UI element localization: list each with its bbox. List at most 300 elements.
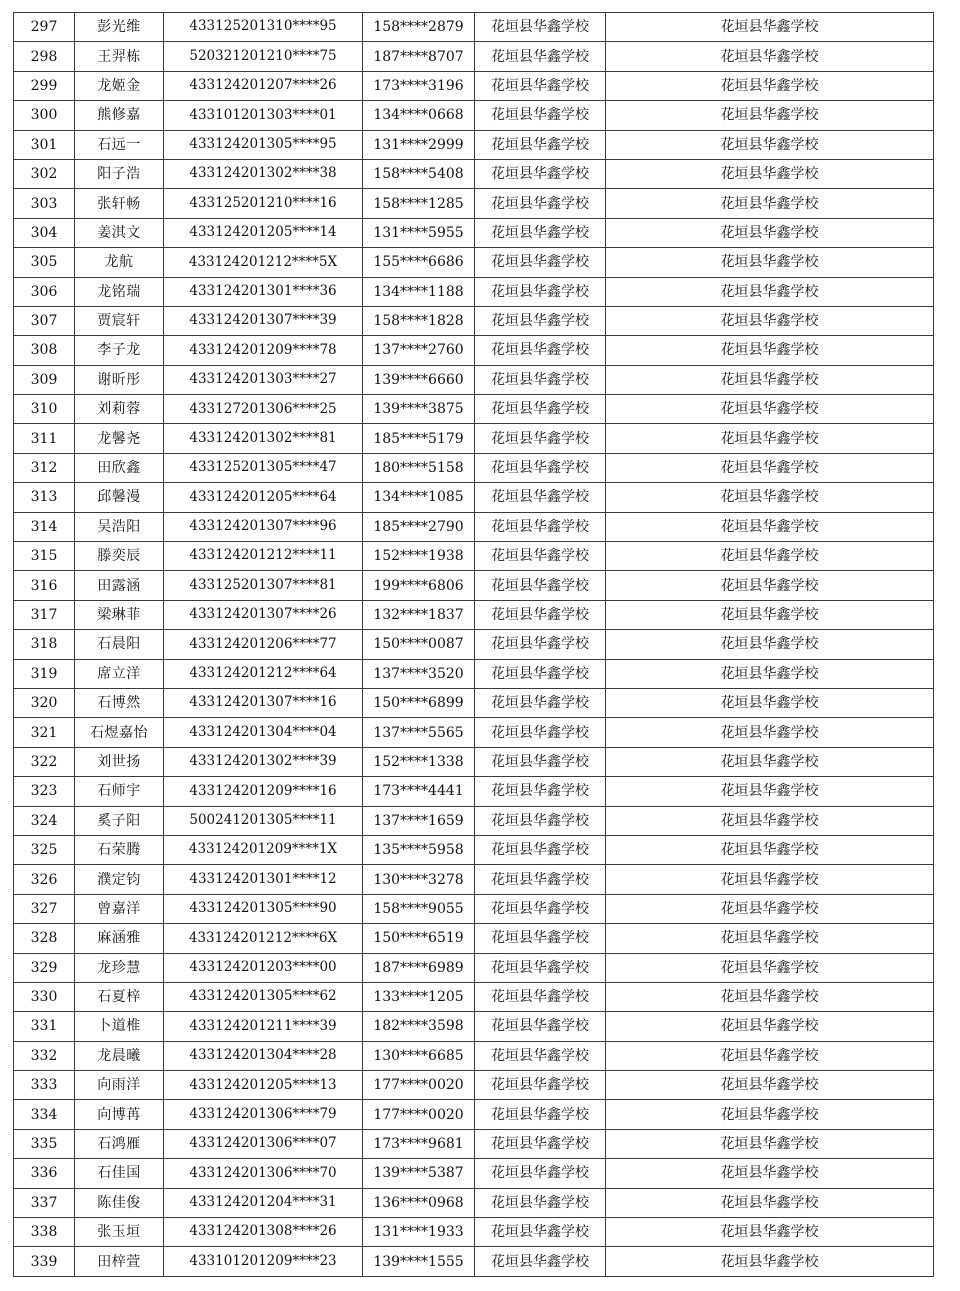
student-name-cell: 田欣鑫 bbox=[75, 453, 164, 482]
id-number-cell: 433124201204****31 bbox=[164, 1188, 363, 1217]
student-name-cell: 石师宇 bbox=[75, 777, 164, 806]
table-row bbox=[14, 365, 934, 394]
school-cell: 花垣县华鑫学校 bbox=[475, 336, 606, 365]
school-cell: 花垣县华鑫学校 bbox=[475, 747, 606, 776]
school-cell: 花垣县华鑫学校 bbox=[475, 130, 606, 159]
student-name-cell: 谢昕彤 bbox=[75, 365, 164, 394]
row-number-cell: 318 bbox=[14, 630, 75, 659]
school-cell: 花垣县华鑫学校 bbox=[475, 248, 606, 277]
assigned-school-cell: 花垣县华鑫学校 bbox=[606, 982, 934, 1011]
phone-number-cell: 152****1338 bbox=[363, 747, 475, 776]
student-name-cell: 石佳国 bbox=[75, 1159, 164, 1188]
student-name-cell: 吴浩阳 bbox=[75, 512, 164, 541]
phone-number-cell: 173****4441 bbox=[363, 777, 475, 806]
phone-number-cell: 158****1828 bbox=[363, 306, 475, 335]
school-cell: 花垣县华鑫学校 bbox=[475, 1159, 606, 1188]
school-cell: 花垣县华鑫学校 bbox=[475, 718, 606, 747]
table-row bbox=[14, 688, 934, 717]
phone-number-cell: 139****3875 bbox=[363, 395, 475, 424]
phone-number-cell: 137****3520 bbox=[363, 659, 475, 688]
table-row bbox=[14, 1100, 934, 1129]
id-number-cell: 433124201206****77 bbox=[164, 630, 363, 659]
table-row bbox=[14, 718, 934, 747]
roster-body bbox=[14, 13, 934, 1277]
table-row bbox=[14, 512, 934, 541]
student-name-cell: 田露涵 bbox=[75, 571, 164, 600]
school-cell: 花垣县华鑫学校 bbox=[475, 659, 606, 688]
id-number-cell: 433124201307****39 bbox=[164, 306, 363, 335]
student-name-cell: 奚子阳 bbox=[75, 806, 164, 835]
row-number-cell: 303 bbox=[14, 189, 75, 218]
phone-number-cell: 150****6899 bbox=[363, 688, 475, 717]
id-number-cell: 433124201205****13 bbox=[164, 1071, 363, 1100]
phone-number-cell: 177****0020 bbox=[363, 1100, 475, 1129]
table-row bbox=[14, 571, 934, 600]
table-row bbox=[14, 277, 934, 306]
student-name-cell: 龙馨尧 bbox=[75, 424, 164, 453]
row-number-cell: 338 bbox=[14, 1218, 75, 1247]
assigned-school-cell: 花垣县华鑫学校 bbox=[606, 512, 934, 541]
school-cell: 花垣县华鑫学校 bbox=[475, 218, 606, 247]
school-cell: 花垣县华鑫学校 bbox=[475, 1188, 606, 1217]
assigned-school-cell: 花垣县华鑫学校 bbox=[606, 248, 934, 277]
phone-number-cell: 158****5408 bbox=[363, 159, 475, 188]
table-row bbox=[14, 1012, 934, 1041]
school-cell: 花垣县华鑫学校 bbox=[475, 159, 606, 188]
assigned-school-cell: 花垣县华鑫学校 bbox=[606, 777, 934, 806]
row-number-cell: 305 bbox=[14, 248, 75, 277]
assigned-school-cell: 花垣县华鑫学校 bbox=[606, 718, 934, 747]
student-name-cell: 石夏梓 bbox=[75, 982, 164, 1011]
assigned-school-cell: 花垣县华鑫学校 bbox=[606, 894, 934, 923]
assigned-school-cell: 花垣县华鑫学校 bbox=[606, 13, 934, 42]
school-cell: 花垣县华鑫学校 bbox=[475, 1071, 606, 1100]
school-cell: 花垣县华鑫学校 bbox=[475, 306, 606, 335]
student-name-cell: 陈佳俊 bbox=[75, 1188, 164, 1217]
phone-number-cell: 139****6660 bbox=[363, 365, 475, 394]
phone-number-cell: 131****1933 bbox=[363, 1218, 475, 1247]
phone-number-cell: 135****5958 bbox=[363, 835, 475, 864]
assigned-school-cell: 花垣县华鑫学校 bbox=[606, 630, 934, 659]
student-name-cell: 龙航 bbox=[75, 248, 164, 277]
table-row bbox=[14, 1247, 934, 1276]
phone-number-cell: 134****1085 bbox=[363, 483, 475, 512]
student-name-cell: 席立洋 bbox=[75, 659, 164, 688]
school-cell: 花垣县华鑫学校 bbox=[475, 453, 606, 482]
student-name-cell: 刘莉蓉 bbox=[75, 395, 164, 424]
id-number-cell: 433124201212****6X bbox=[164, 924, 363, 953]
row-number-cell: 329 bbox=[14, 953, 75, 982]
phone-number-cell: 130****6685 bbox=[363, 1041, 475, 1070]
school-cell: 花垣县华鑫学校 bbox=[475, 277, 606, 306]
table-row bbox=[14, 1071, 934, 1100]
assigned-school-cell: 花垣县华鑫学校 bbox=[606, 1247, 934, 1276]
row-number-cell: 310 bbox=[14, 395, 75, 424]
assigned-school-cell: 花垣县华鑫学校 bbox=[606, 835, 934, 864]
assigned-school-cell: 花垣县华鑫学校 bbox=[606, 953, 934, 982]
row-number-cell: 336 bbox=[14, 1159, 75, 1188]
school-cell: 花垣县华鑫学校 bbox=[475, 71, 606, 100]
id-number-cell: 433127201306****25 bbox=[164, 395, 363, 424]
school-cell: 花垣县华鑫学校 bbox=[475, 806, 606, 835]
table-row bbox=[14, 395, 934, 424]
row-number-cell: 339 bbox=[14, 1247, 75, 1276]
student-name-cell: 梁琳菲 bbox=[75, 600, 164, 629]
assigned-school-cell: 花垣县华鑫学校 bbox=[606, 571, 934, 600]
id-number-cell: 433124201301****12 bbox=[164, 865, 363, 894]
student-name-cell: 王羿栋 bbox=[75, 42, 164, 71]
id-number-cell: 433124201308****26 bbox=[164, 1218, 363, 1247]
student-name-cell: 刘世扬 bbox=[75, 747, 164, 776]
phone-number-cell: 134****0668 bbox=[363, 101, 475, 130]
student-name-cell: 曾嘉洋 bbox=[75, 894, 164, 923]
school-cell: 花垣县华鑫学校 bbox=[475, 924, 606, 953]
school-cell: 花垣县华鑫学校 bbox=[475, 571, 606, 600]
school-cell: 花垣县华鑫学校 bbox=[475, 424, 606, 453]
id-number-cell: 433125201305****47 bbox=[164, 453, 363, 482]
row-number-cell: 327 bbox=[14, 894, 75, 923]
table-row bbox=[14, 1129, 934, 1158]
row-number-cell: 330 bbox=[14, 982, 75, 1011]
student-name-cell: 石博然 bbox=[75, 688, 164, 717]
row-number-cell: 320 bbox=[14, 688, 75, 717]
table-row bbox=[14, 747, 934, 776]
school-cell: 花垣县华鑫学校 bbox=[475, 1129, 606, 1158]
phone-number-cell: 185****5179 bbox=[363, 424, 475, 453]
student-name-cell: 滕奕辰 bbox=[75, 542, 164, 571]
row-number-cell: 313 bbox=[14, 483, 75, 512]
row-number-cell: 298 bbox=[14, 42, 75, 71]
school-cell: 花垣县华鑫学校 bbox=[475, 630, 606, 659]
student-name-cell: 石鸿雁 bbox=[75, 1129, 164, 1158]
student-name-cell: 向雨洋 bbox=[75, 1071, 164, 1100]
assigned-school-cell: 花垣县华鑫学校 bbox=[606, 1129, 934, 1158]
row-number-cell: 333 bbox=[14, 1071, 75, 1100]
phone-number-cell: 177****0020 bbox=[363, 1071, 475, 1100]
assigned-school-cell: 花垣县华鑫学校 bbox=[606, 424, 934, 453]
id-number-cell: 433124201306****79 bbox=[164, 1100, 363, 1129]
assigned-school-cell: 花垣县华鑫学校 bbox=[606, 453, 934, 482]
student-name-cell: 向博苒 bbox=[75, 1100, 164, 1129]
school-cell: 花垣县华鑫学校 bbox=[475, 894, 606, 923]
assigned-school-cell: 花垣县华鑫学校 bbox=[606, 1041, 934, 1070]
assigned-school-cell: 花垣县华鑫学校 bbox=[606, 71, 934, 100]
phone-number-cell: 130****3278 bbox=[363, 865, 475, 894]
student-name-cell: 龙晨曦 bbox=[75, 1041, 164, 1070]
assigned-school-cell: 花垣县华鑫学校 bbox=[606, 306, 934, 335]
student-name-cell: 阳子浩 bbox=[75, 159, 164, 188]
row-number-cell: 337 bbox=[14, 1188, 75, 1217]
id-number-cell: 433124201203****00 bbox=[164, 953, 363, 982]
id-number-cell: 433124201302****39 bbox=[164, 747, 363, 776]
row-number-cell: 322 bbox=[14, 747, 75, 776]
student-roster-table bbox=[13, 12, 934, 1277]
assigned-school-cell: 花垣县华鑫学校 bbox=[606, 600, 934, 629]
id-number-cell: 433124201212****11 bbox=[164, 542, 363, 571]
school-cell: 花垣县华鑫学校 bbox=[475, 483, 606, 512]
phone-number-cell: 199****6806 bbox=[363, 571, 475, 600]
phone-number-cell: 187****8707 bbox=[363, 42, 475, 71]
table-row bbox=[14, 218, 934, 247]
school-cell: 花垣县华鑫学校 bbox=[475, 982, 606, 1011]
phone-number-cell: 182****3598 bbox=[363, 1012, 475, 1041]
phone-number-cell: 132****1837 bbox=[363, 600, 475, 629]
id-number-cell: 433124201307****96 bbox=[164, 512, 363, 541]
row-number-cell: 301 bbox=[14, 130, 75, 159]
id-number-cell: 433124201209****16 bbox=[164, 777, 363, 806]
student-name-cell: 石远一 bbox=[75, 130, 164, 159]
school-cell: 花垣县华鑫学校 bbox=[475, 1041, 606, 1070]
table-row bbox=[14, 806, 934, 835]
id-number-cell: 433124201207****26 bbox=[164, 71, 363, 100]
id-number-cell: 433124201212****5X bbox=[164, 248, 363, 277]
id-number-cell: 433124201306****07 bbox=[164, 1129, 363, 1158]
id-number-cell: 433124201303****27 bbox=[164, 365, 363, 394]
school-cell: 花垣县华鑫学校 bbox=[475, 1012, 606, 1041]
assigned-school-cell: 花垣县华鑫学校 bbox=[606, 42, 934, 71]
id-number-cell: 433124201212****64 bbox=[164, 659, 363, 688]
id-number-cell: 500241201305****11 bbox=[164, 806, 363, 835]
table-row bbox=[14, 542, 934, 571]
school-cell: 花垣县华鑫学校 bbox=[475, 600, 606, 629]
student-name-cell: 熊修嘉 bbox=[75, 101, 164, 130]
student-name-cell: 张玉垣 bbox=[75, 1218, 164, 1247]
row-number-cell: 311 bbox=[14, 424, 75, 453]
id-number-cell: 433125201310****95 bbox=[164, 13, 363, 42]
phone-number-cell: 173****9681 bbox=[363, 1129, 475, 1158]
id-number-cell: 433124201305****95 bbox=[164, 130, 363, 159]
table-row bbox=[14, 336, 934, 365]
table-row bbox=[14, 1218, 934, 1247]
assigned-school-cell: 花垣县华鑫学校 bbox=[606, 659, 934, 688]
phone-number-cell: 150****6519 bbox=[363, 924, 475, 953]
phone-number-cell: 131****2999 bbox=[363, 130, 475, 159]
row-number-cell: 306 bbox=[14, 277, 75, 306]
school-cell: 花垣县华鑫学校 bbox=[475, 865, 606, 894]
row-number-cell: 334 bbox=[14, 1100, 75, 1129]
id-number-cell: 433124201211****39 bbox=[164, 1012, 363, 1041]
row-number-cell: 323 bbox=[14, 777, 75, 806]
phone-number-cell: 173****3196 bbox=[363, 71, 475, 100]
student-name-cell: 濮定钧 bbox=[75, 865, 164, 894]
school-cell: 花垣县华鑫学校 bbox=[475, 542, 606, 571]
student-name-cell: 贾宸轩 bbox=[75, 306, 164, 335]
student-name-cell: 田梓萱 bbox=[75, 1247, 164, 1276]
school-cell: 花垣县华鑫学校 bbox=[475, 13, 606, 42]
phone-number-cell: 134****1188 bbox=[363, 277, 475, 306]
table-row bbox=[14, 13, 934, 42]
row-number-cell: 312 bbox=[14, 453, 75, 482]
row-number-cell: 304 bbox=[14, 218, 75, 247]
student-name-cell: 龙姬金 bbox=[75, 71, 164, 100]
row-number-cell: 314 bbox=[14, 512, 75, 541]
id-number-cell: 433101201303****01 bbox=[164, 101, 363, 130]
phone-number-cell: 158****1285 bbox=[363, 189, 475, 218]
table-row bbox=[14, 924, 934, 953]
assigned-school-cell: 花垣县华鑫学校 bbox=[606, 336, 934, 365]
phone-number-cell: 180****5158 bbox=[363, 453, 475, 482]
row-number-cell: 324 bbox=[14, 806, 75, 835]
table-row bbox=[14, 982, 934, 1011]
student-name-cell: 彭光维 bbox=[75, 13, 164, 42]
table-row bbox=[14, 130, 934, 159]
phone-number-cell: 133****1205 bbox=[363, 982, 475, 1011]
id-number-cell: 433124201302****38 bbox=[164, 159, 363, 188]
phone-number-cell: 136****0968 bbox=[363, 1188, 475, 1217]
row-number-cell: 302 bbox=[14, 159, 75, 188]
student-name-cell: 李子龙 bbox=[75, 336, 164, 365]
row-number-cell: 300 bbox=[14, 101, 75, 130]
table-row bbox=[14, 1041, 934, 1070]
row-number-cell: 309 bbox=[14, 365, 75, 394]
id-number-cell: 433124201304****28 bbox=[164, 1041, 363, 1070]
assigned-school-cell: 花垣县华鑫学校 bbox=[606, 395, 934, 424]
school-cell: 花垣县华鑫学校 bbox=[475, 101, 606, 130]
assigned-school-cell: 花垣县华鑫学校 bbox=[606, 1071, 934, 1100]
assigned-school-cell: 花垣县华鑫学校 bbox=[606, 101, 934, 130]
table-row bbox=[14, 894, 934, 923]
school-cell: 花垣县华鑫学校 bbox=[475, 953, 606, 982]
row-number-cell: 331 bbox=[14, 1012, 75, 1041]
table-row bbox=[14, 159, 934, 188]
assigned-school-cell: 花垣县华鑫学校 bbox=[606, 1012, 934, 1041]
student-name-cell: 龙铭瑞 bbox=[75, 277, 164, 306]
student-name-cell: 龙珍慧 bbox=[75, 953, 164, 982]
student-name-cell: 石晨阳 bbox=[75, 630, 164, 659]
row-number-cell: 317 bbox=[14, 600, 75, 629]
row-number-cell: 297 bbox=[14, 13, 75, 42]
row-number-cell: 326 bbox=[14, 865, 75, 894]
school-cell: 花垣县华鑫学校 bbox=[475, 42, 606, 71]
table-row bbox=[14, 1159, 934, 1188]
phone-number-cell: 139****1555 bbox=[363, 1247, 475, 1276]
table-row bbox=[14, 424, 934, 453]
table-row bbox=[14, 865, 934, 894]
row-number-cell: 321 bbox=[14, 718, 75, 747]
assigned-school-cell: 花垣县华鑫学校 bbox=[606, 189, 934, 218]
student-name-cell: 麻涵雅 bbox=[75, 924, 164, 953]
student-name-cell: 石荣腾 bbox=[75, 835, 164, 864]
id-number-cell: 433124201306****70 bbox=[164, 1159, 363, 1188]
id-number-cell: 433124201209****1X bbox=[164, 835, 363, 864]
student-name-cell: 姜淇文 bbox=[75, 218, 164, 247]
assigned-school-cell: 花垣县华鑫学校 bbox=[606, 130, 934, 159]
table-row bbox=[14, 483, 934, 512]
school-cell: 花垣县华鑫学校 bbox=[475, 512, 606, 541]
assigned-school-cell: 花垣县华鑫学校 bbox=[606, 865, 934, 894]
id-number-cell: 520321201210****75 bbox=[164, 42, 363, 71]
table-row bbox=[14, 453, 934, 482]
phone-number-cell: 150****0087 bbox=[363, 630, 475, 659]
phone-number-cell: 137****1659 bbox=[363, 806, 475, 835]
phone-number-cell: 139****5387 bbox=[363, 1159, 475, 1188]
assigned-school-cell: 花垣县华鑫学校 bbox=[606, 1218, 934, 1247]
table-row bbox=[14, 953, 934, 982]
phone-number-cell: 137****2760 bbox=[363, 336, 475, 365]
phone-number-cell: 137****5565 bbox=[363, 718, 475, 747]
row-number-cell: 332 bbox=[14, 1041, 75, 1070]
assigned-school-cell: 花垣县华鑫学校 bbox=[606, 747, 934, 776]
table-row bbox=[14, 71, 934, 100]
id-number-cell: 433124201302****81 bbox=[164, 424, 363, 453]
row-number-cell: 308 bbox=[14, 336, 75, 365]
id-number-cell: 433101201209****23 bbox=[164, 1247, 363, 1276]
row-number-cell: 315 bbox=[14, 542, 75, 571]
school-cell: 花垣县华鑫学校 bbox=[475, 1247, 606, 1276]
table-row bbox=[14, 659, 934, 688]
table-row bbox=[14, 777, 934, 806]
row-number-cell: 325 bbox=[14, 835, 75, 864]
assigned-school-cell: 花垣县华鑫学校 bbox=[606, 542, 934, 571]
row-number-cell: 307 bbox=[14, 306, 75, 335]
table-row bbox=[14, 101, 934, 130]
table-row bbox=[14, 835, 934, 864]
student-name-cell: 石煜嘉怡 bbox=[75, 718, 164, 747]
assigned-school-cell: 花垣县华鑫学校 bbox=[606, 159, 934, 188]
phone-number-cell: 155****6686 bbox=[363, 248, 475, 277]
table-row bbox=[14, 306, 934, 335]
row-number-cell: 316 bbox=[14, 571, 75, 600]
id-number-cell: 433124201205****14 bbox=[164, 218, 363, 247]
id-number-cell: 433124201301****36 bbox=[164, 277, 363, 306]
school-cell: 花垣县华鑫学校 bbox=[475, 688, 606, 717]
id-number-cell: 433124201307****26 bbox=[164, 600, 363, 629]
assigned-school-cell: 花垣县华鑫学校 bbox=[606, 1188, 934, 1217]
table-row bbox=[14, 42, 934, 71]
id-number-cell: 433124201209****78 bbox=[164, 336, 363, 365]
id-number-cell: 433124201307****16 bbox=[164, 688, 363, 717]
assigned-school-cell: 花垣县华鑫学校 bbox=[606, 1100, 934, 1129]
assigned-school-cell: 花垣县华鑫学校 bbox=[606, 483, 934, 512]
assigned-school-cell: 花垣县华鑫学校 bbox=[606, 365, 934, 394]
table-row bbox=[14, 630, 934, 659]
phone-number-cell: 158****2879 bbox=[363, 13, 475, 42]
school-cell: 花垣县华鑫学校 bbox=[475, 1100, 606, 1129]
row-number-cell: 335 bbox=[14, 1129, 75, 1158]
id-number-cell: 433124201305****62 bbox=[164, 982, 363, 1011]
id-number-cell: 433124201304****04 bbox=[164, 718, 363, 747]
id-number-cell: 433125201307****81 bbox=[164, 571, 363, 600]
school-cell: 花垣县华鑫学校 bbox=[475, 835, 606, 864]
assigned-school-cell: 花垣县华鑫学校 bbox=[606, 277, 934, 306]
row-number-cell: 299 bbox=[14, 71, 75, 100]
table-row bbox=[14, 1188, 934, 1217]
school-cell: 花垣县华鑫学校 bbox=[475, 189, 606, 218]
phone-number-cell: 152****1938 bbox=[363, 542, 475, 571]
assigned-school-cell: 花垣县华鑫学校 bbox=[606, 1159, 934, 1188]
assigned-school-cell: 花垣县华鑫学校 bbox=[606, 218, 934, 247]
table-row bbox=[14, 248, 934, 277]
phone-number-cell: 131****5955 bbox=[363, 218, 475, 247]
id-number-cell: 433124201205****64 bbox=[164, 483, 363, 512]
row-number-cell: 328 bbox=[14, 924, 75, 953]
id-number-cell: 433125201210****16 bbox=[164, 189, 363, 218]
table-row bbox=[14, 189, 934, 218]
table-row bbox=[14, 600, 934, 629]
phone-number-cell: 158****9055 bbox=[363, 894, 475, 923]
school-cell: 花垣县华鑫学校 bbox=[475, 1218, 606, 1247]
assigned-school-cell: 花垣县华鑫学校 bbox=[606, 924, 934, 953]
id-number-cell: 433124201305****90 bbox=[164, 894, 363, 923]
student-name-cell: 张轩畅 bbox=[75, 189, 164, 218]
student-name-cell: 邱馨漫 bbox=[75, 483, 164, 512]
phone-number-cell: 185****2790 bbox=[363, 512, 475, 541]
assigned-school-cell: 花垣县华鑫学校 bbox=[606, 806, 934, 835]
assigned-school-cell: 花垣县华鑫学校 bbox=[606, 688, 934, 717]
phone-number-cell: 187****6989 bbox=[363, 953, 475, 982]
school-cell: 花垣县华鑫学校 bbox=[475, 365, 606, 394]
student-name-cell: 卜道椎 bbox=[75, 1012, 164, 1041]
